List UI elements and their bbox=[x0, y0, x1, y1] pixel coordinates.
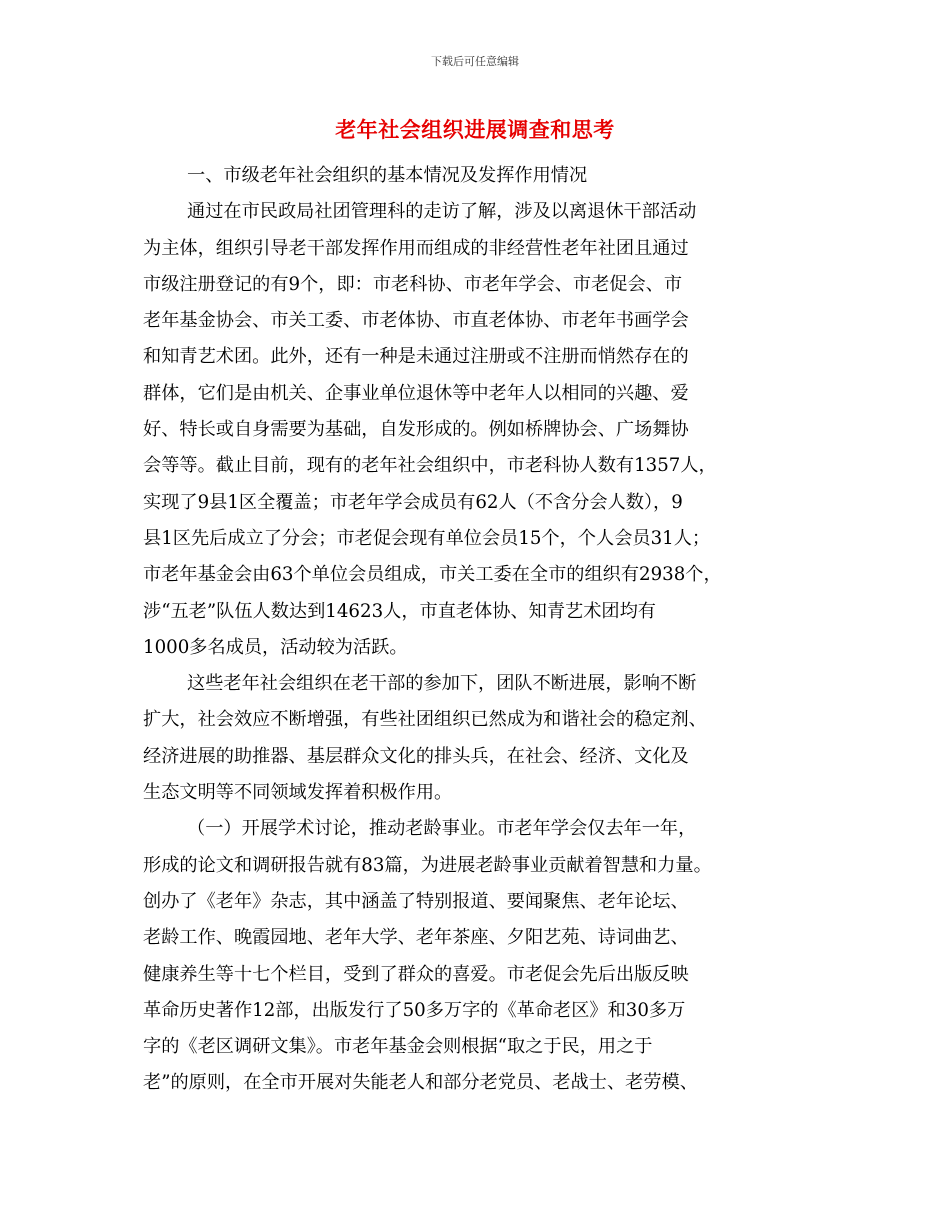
paragraph-line: 实现了9县1区全覆盖；市老年学会成员有62人（不含分会人数），9 bbox=[143, 491, 683, 513]
paragraph-line: 老龄工作、晚霞园地、老年大学、老年茶座、夕阳艺苑、诗词曲艺、 bbox=[143, 927, 689, 949]
paragraph-line: 好、特长或自身需要为基础，自发形成的。例如桥牌协会、广场舞协 bbox=[143, 419, 689, 441]
paragraph-line: 老”的原则，在全市开展对失能老人和部分老党员、老战士、老劳模、 bbox=[143, 1072, 698, 1094]
paragraph-line: 生态文明等不同领域发挥着积极作用。 bbox=[143, 782, 453, 804]
document-body bbox=[143, 158, 813, 1102]
paragraph-line: 创办了《老年》杂志，其中涵盖了特别报道、要闻聚焦、老年论坛、 bbox=[143, 890, 689, 912]
paragraph-line: 经济进展的助推器、基层群众文化的排头兵，在社会、经济、文化及 bbox=[143, 745, 689, 767]
paragraph-line: 市老年基金会由63个单位会员组成，市关工委在全市的组织有2938个， bbox=[143, 564, 722, 586]
paragraph-line: （一）开展学术讨论，推动老龄事业。市老年学会仅去年一年， bbox=[187, 818, 697, 840]
paragraph-line: 形成的论文和调研报告就有83篇，为进展老龄事业贡献着智慧和力量。 bbox=[143, 854, 712, 876]
paragraph-line: 革命历史著作12部，出版发行了50多万字的《革命老区》和30多万 bbox=[143, 999, 686, 1021]
paragraph-line: 老年基金协会、市关工委、市老体协、市直老体协、市老年书画学会 bbox=[143, 310, 689, 332]
paragraph-line: 这些老年社会组织在老干部的参加下，团队不断进展，影响不断 bbox=[187, 673, 697, 695]
paragraph-line: 为主体，组织引导老干部发挥作用而组成的非经营性老年社团且通过 bbox=[143, 237, 689, 259]
paragraph-line: 涉“五老”队伍人数达到14623人，市直老体协、知青艺术团均有 bbox=[143, 600, 656, 622]
paragraph-line: 1000多名成员，活动较为活跃。 bbox=[143, 636, 408, 658]
paragraph-line: 县1区先后成立了分会；市老促会现有单位会员15个，个人会员31人； bbox=[143, 527, 711, 549]
header-note: 下载后可任意编辑 bbox=[431, 55, 519, 68]
paragraph-line: 和知青艺术团。此外，还有一种是未通过注册或不注册而悄然存在的 bbox=[143, 346, 689, 368]
paragraph-line: 市级注册登记的有9个，即：市老科协、市老年学会、市老促会、市 bbox=[143, 273, 683, 295]
paragraph-line: 健康养生等十七个栏目，受到了群众的喜爱。市老促会先后出版反映 bbox=[143, 963, 689, 985]
paragraph-line: 通过在市民政局社团管理科的走访了解，涉及以离退休干部活动 bbox=[187, 201, 697, 223]
paragraph-line: 字的《老区调研文集》。市老年基金会则根据“取之于民，用之于 bbox=[143, 1036, 653, 1058]
section-heading: 一、市级老年社会组织的基本情况及发挥作用情况 bbox=[187, 165, 588, 186]
paragraph-line: 会等等。截止目前，现有的老年社会组织中，市老科协人数有1357人， bbox=[143, 455, 717, 477]
paragraph-line: 扩大，社会效应不断增强，有些社团组织已然成为和谐社会的稳定剂、 bbox=[143, 709, 707, 731]
paragraph-line: 群体，它们是由机关、企事业单位退休等中老年人以相同的兴趣、爱 bbox=[143, 382, 689, 404]
document-title: 老年社会组织进展调查和思考 bbox=[335, 118, 615, 142]
